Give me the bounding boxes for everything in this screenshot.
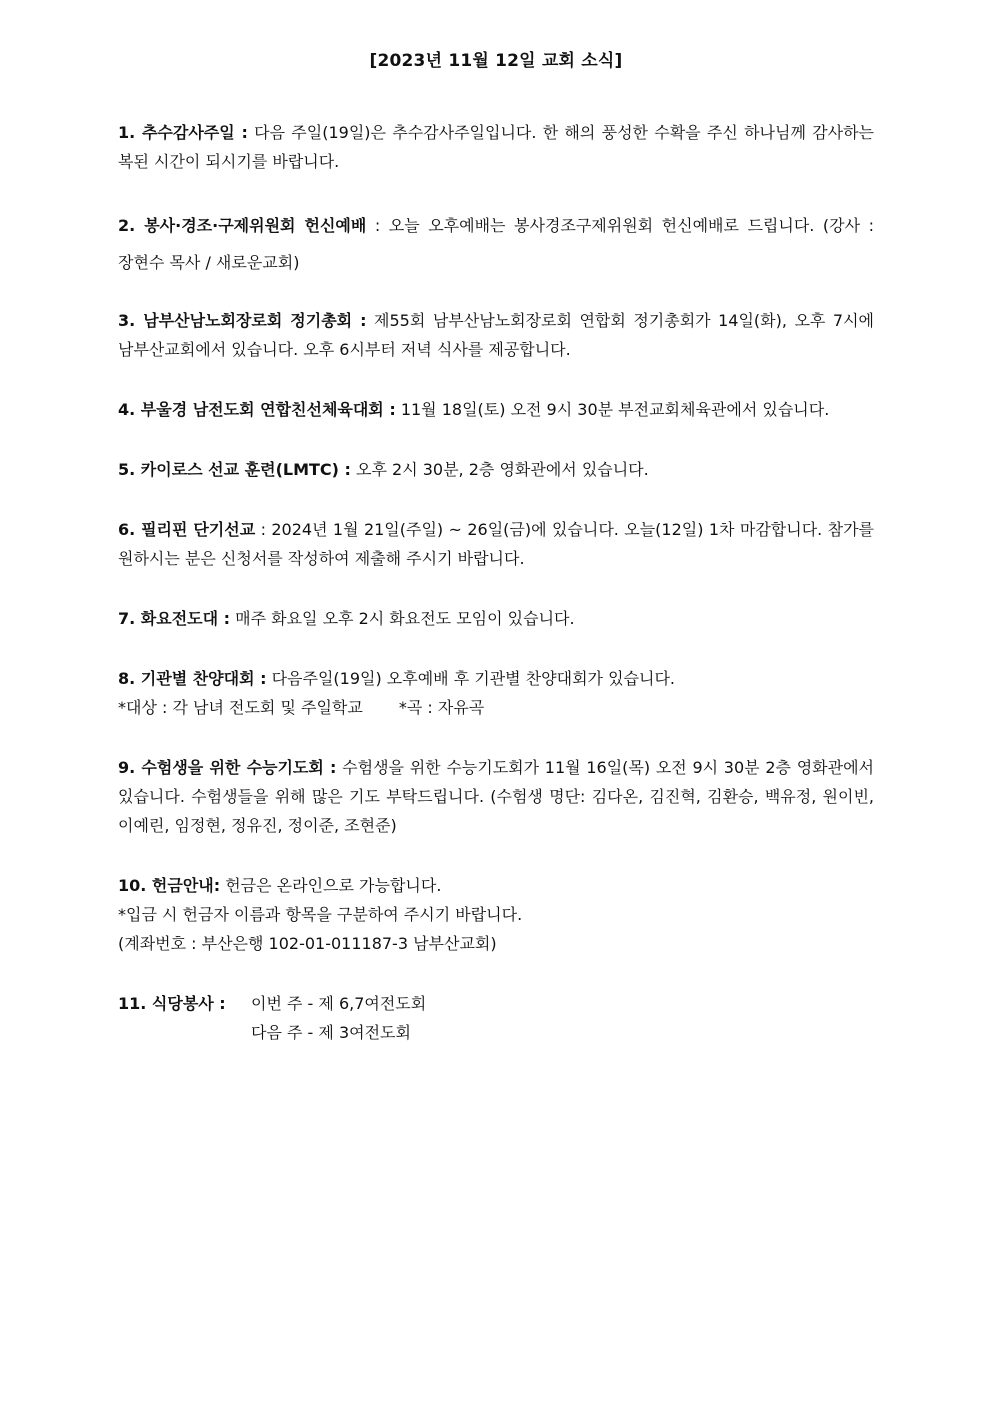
account-number: (계좌번호 : 부산은행 102-01-011187-3 남부산교회) (118, 934, 497, 953)
meal-next-week: 다음 주 - 제 3여전도회 (251, 1023, 411, 1042)
item-label: 10. 헌금안내: (118, 876, 221, 895)
item-label: 7. 화요전도대 : (118, 609, 231, 628)
item-text: 다음 주일(19일)은 추수감사주일입니다. 한 해의 풍성한 수확을 주신 하나님께 감사하는 복된 시간이 되시기를 바랍니다. (118, 123, 874, 171)
offering-note: *입금 시 헌금자 이름과 항목을 구분하여 주시기 바랍니다. (118, 905, 523, 924)
item-label: 11. 식당봉사 : (118, 994, 226, 1013)
item-text: 11월 18일(토) 오전 9시 30분 부전교회체육관에서 있습니다. (395, 400, 830, 419)
item-text: 매주 화요일 오후 2시 화요전도 모임이 있습니다. (230, 609, 575, 628)
item-label: 9. 수험생을 위한 수능기도회 : (118, 758, 337, 777)
item-text: : 오늘 오후예배는 봉사경조구제위원회 헌신예배로 드립니다. (강사 : 장현수 목사 / 새로운교회) (118, 216, 874, 272)
item-label: 6. 필리핀 단기선교 (118, 520, 256, 539)
news-item-thanksgiving (118, 118, 874, 176)
item-text: 오후 2시 30분, 2층 영화관에서 있습니다. (350, 460, 649, 479)
news-item-elders-assembly (118, 306, 874, 364)
meal-row-this-week (118, 989, 874, 1018)
item-line (118, 664, 874, 693)
meal-this-week: 이번 주 - 제 6,7여전도회 (251, 994, 427, 1013)
item-line (118, 871, 874, 900)
news-item-kitchen-service (118, 989, 874, 1047)
item-text: : 2024년 1월 21일(주일) ~ 26일(금)에 있습니다. 오늘(12일) 1차 마감합니다. 참가를 원하시는 분은 신청서를 작성하여 제출해 주시기 바랍니다. (118, 520, 875, 568)
news-item-praise-contest (118, 664, 874, 722)
item-text: 제55회 남부산남노회장로회 연합회 정기총회가 14일(화), 오후 7시에 남부산교회에서 있습니다. 오후 6시부터 저녁 식사를 제공합니다. (118, 311, 874, 359)
news-item-sports-day (118, 395, 874, 424)
item-label: 5. 카이로스 선교 훈련(LMTC) : (118, 460, 351, 479)
news-item-philippines-mission (118, 515, 874, 573)
news-list (118, 118, 874, 1078)
news-item-offering (118, 871, 874, 958)
news-item-worship (118, 207, 874, 281)
item-label: 3. 남부산남노회장로회 정기총회 : (118, 311, 367, 330)
note-target: *대상 : 각 남녀 전도회 및 주일학교 (118, 698, 363, 717)
item-text: 다음주일(19일) 오후예배 후 기관별 찬양대회가 있습니다. (266, 669, 675, 688)
note-song: *곡 : 자유곡 (398, 698, 485, 717)
news-item-mission-training (118, 455, 874, 484)
news-item-tuesday-evangelism (118, 604, 874, 633)
item-label: 2. 봉사·경조·구제위원회 헌신예배 (118, 216, 367, 235)
item-label: 8. 기관별 찬양대회 : (118, 669, 267, 688)
document-title: [2023년 11월 12일 교회 소식] (369, 51, 623, 71)
item-text: 헌금은 온라인으로 가능합니다. (220, 876, 442, 895)
item-label: 1. 추수감사주일 : (118, 123, 248, 142)
news-item-exam-prayer (118, 753, 874, 840)
item-label: 4. 부울경 남전도회 연합친선체육대회 : (118, 400, 396, 419)
meal-row-next-week (118, 1018, 874, 1047)
item-note-row (118, 693, 874, 722)
item-text: 수험생을 위한 수능기도회가 11월 16일(목) 오전 9시 30분 2층 영화관에서 있습니다. 수험생들을 위해 많은 기도 부탁드립니다. (수험생 명단: 김다온, 김진혁, 김환승, 백유정, 원이빈, 이예린, 임정현, 정유진, 정이준, 조현준) (118, 758, 874, 835)
